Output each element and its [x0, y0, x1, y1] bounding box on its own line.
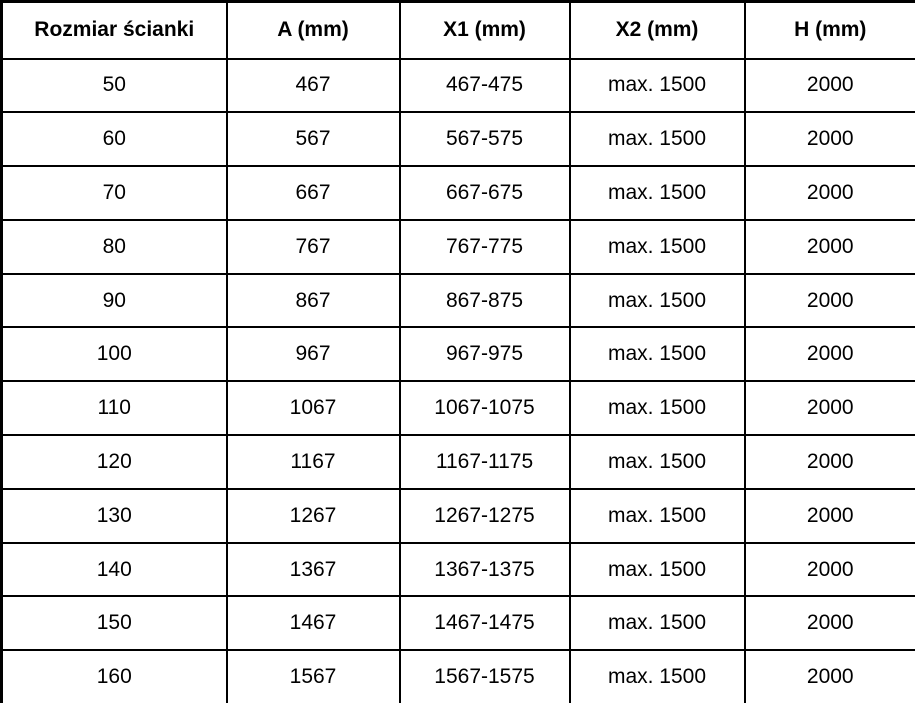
table-cell: 967 — [227, 327, 400, 381]
table-cell: 1567 — [227, 650, 400, 703]
table-row — [2, 435, 915, 489]
table-row — [2, 220, 915, 274]
table-cell: 1567-1575 — [400, 650, 570, 703]
table-cell: max. 1500 — [570, 112, 745, 166]
table-cell: 1067-1075 — [400, 381, 570, 435]
table-header — [2, 2, 915, 59]
table-cell: 1267 — [227, 489, 400, 543]
table-row — [2, 489, 915, 543]
table-row — [2, 596, 915, 650]
table-cell: 1167-1175 — [400, 435, 570, 489]
table-cell: 1367-1375 — [400, 543, 570, 597]
table-cell: max. 1500 — [570, 435, 745, 489]
table-cell: 80 — [2, 220, 227, 274]
table-cell: max. 1500 — [570, 381, 745, 435]
table-cell: 867-875 — [400, 274, 570, 328]
table-cell: max. 1500 — [570, 166, 745, 220]
table-cell: 1267-1275 — [400, 489, 570, 543]
table-cell: 160 — [2, 650, 227, 703]
table-cell: 667-675 — [400, 166, 570, 220]
header-row — [2, 2, 915, 59]
table-cell: max. 1500 — [570, 596, 745, 650]
table-cell: 2000 — [745, 327, 915, 381]
table-cell: 1467 — [227, 596, 400, 650]
table-cell: 2000 — [745, 596, 915, 650]
table-cell: 2000 — [745, 166, 915, 220]
table-cell: 967-975 — [400, 327, 570, 381]
table-cell: 120 — [2, 435, 227, 489]
table-cell: max. 1500 — [570, 650, 745, 703]
table-row — [2, 166, 915, 220]
table-cell: 2000 — [745, 489, 915, 543]
table-cell: 667 — [227, 166, 400, 220]
table-cell: 467-475 — [400, 59, 570, 113]
table-cell: 2000 — [745, 543, 915, 597]
table-cell: 767-775 — [400, 220, 570, 274]
table-cell: 1067 — [227, 381, 400, 435]
table-cell: 867 — [227, 274, 400, 328]
table-cell: 100 — [2, 327, 227, 381]
table-cell: 567-575 — [400, 112, 570, 166]
table-row — [2, 381, 915, 435]
table-cell: 2000 — [745, 274, 915, 328]
table-cell: 467 — [227, 59, 400, 113]
table-cell: 1167 — [227, 435, 400, 489]
table-cell: 2000 — [745, 435, 915, 489]
table-body — [2, 59, 915, 703]
table-cell: 2000 — [745, 220, 915, 274]
table-row — [2, 650, 915, 703]
table-row — [2, 112, 915, 166]
table-cell: 2000 — [745, 381, 915, 435]
table-cell: 2000 — [745, 112, 915, 166]
table-cell: 150 — [2, 596, 227, 650]
header-cell-0: Rozmiar ścianki — [2, 2, 227, 59]
table-row — [2, 327, 915, 381]
table-row — [2, 274, 915, 328]
table-cell: 1367 — [227, 543, 400, 597]
table-cell: 767 — [227, 220, 400, 274]
table-row — [2, 543, 915, 597]
table-cell: 50 — [2, 59, 227, 113]
table-cell: max. 1500 — [570, 327, 745, 381]
table-row — [2, 59, 915, 113]
header-cell-4: H (mm) — [745, 2, 915, 59]
table-cell: 110 — [2, 381, 227, 435]
table-cell: 1467-1475 — [400, 596, 570, 650]
table-cell: max. 1500 — [570, 543, 745, 597]
table-cell: 2000 — [745, 59, 915, 113]
table-cell: 130 — [2, 489, 227, 543]
table-cell: max. 1500 — [570, 59, 745, 113]
header-cell-3: X2 (mm) — [570, 2, 745, 59]
table-cell: 2000 — [745, 650, 915, 703]
table-cell: 567 — [227, 112, 400, 166]
table-cell: 140 — [2, 543, 227, 597]
table-cell: max. 1500 — [570, 489, 745, 543]
header-cell-2: X1 (mm) — [400, 2, 570, 59]
table-cell: max. 1500 — [570, 274, 745, 328]
table-cell: 90 — [2, 274, 227, 328]
header-cell-1: A (mm) — [227, 2, 400, 59]
table-cell: 70 — [2, 166, 227, 220]
table-cell: 60 — [2, 112, 227, 166]
table-cell: max. 1500 — [570, 220, 745, 274]
